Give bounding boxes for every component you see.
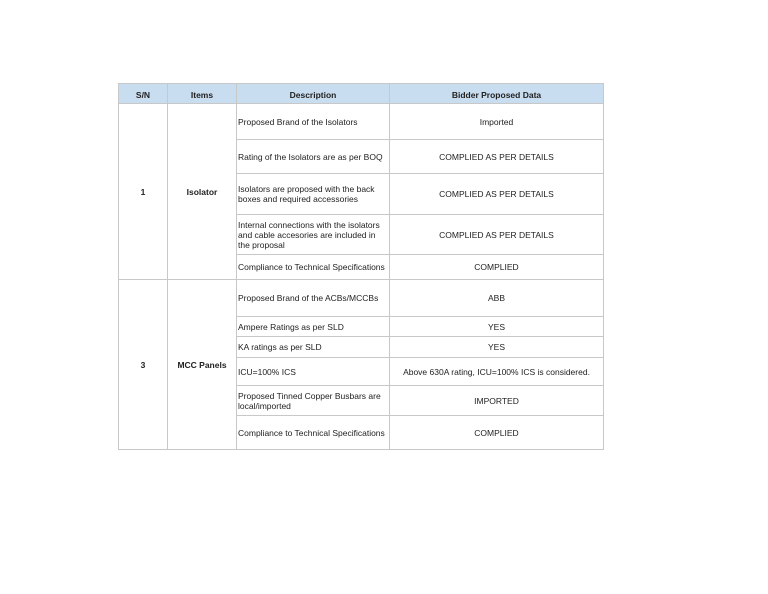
value-cell: COMPLIED AS PER DETAILS (390, 140, 604, 174)
value-cell: COMPLIED AS PER DETAILS (390, 174, 604, 215)
description-cell: Rating of the Isolators are as per BOQ (237, 140, 390, 174)
description-cell: Ampere Ratings as per SLD (237, 317, 390, 337)
header-sn: S/N (119, 84, 168, 104)
value-cell: ABB (390, 280, 604, 317)
description-cell: Compliance to Technical Specifications (237, 416, 390, 450)
sn-cell: 3 (119, 280, 168, 450)
header-items: Items (168, 84, 237, 104)
description-cell: Isolators are proposed with the back boxes and required accessories (237, 174, 390, 215)
item-cell: MCC Panels (168, 280, 237, 450)
value-cell: COMPLIED (390, 255, 604, 280)
value-cell: YES (390, 337, 604, 358)
header-row (119, 84, 604, 104)
description-cell: Internal connections with the isolators and cable accesories are included in the proposal (237, 215, 390, 255)
description-cell: KA ratings as per SLD (237, 337, 390, 358)
value-cell: IMPORTED (390, 386, 604, 416)
item-cell: Isolator (168, 104, 237, 280)
sn-cell: 1 (119, 104, 168, 280)
description-cell: Proposed Tinned Copper Busbars are local/imported (237, 386, 390, 416)
value-cell: Imported (390, 104, 604, 140)
description-cell: Proposed Brand of the ACBs/MCCBs (237, 280, 390, 317)
description-cell: ICU=100% ICS (237, 358, 390, 386)
value-cell: COMPLIED (390, 416, 604, 450)
header-description: Description (237, 84, 390, 104)
table-row (119, 280, 604, 317)
header-bidder-data: Bidder Proposed Data (390, 84, 604, 104)
value-cell: Above 630A rating, ICU=100% ICS is considered. (390, 358, 604, 386)
value-cell: YES (390, 317, 604, 337)
compliance-table (118, 83, 604, 450)
description-cell: Proposed Brand of the Isolators (237, 104, 390, 140)
description-cell: Compliance to Technical Specifications (237, 255, 390, 280)
value-cell: COMPLIED AS PER DETAILS (390, 215, 604, 255)
table-row (119, 104, 604, 140)
